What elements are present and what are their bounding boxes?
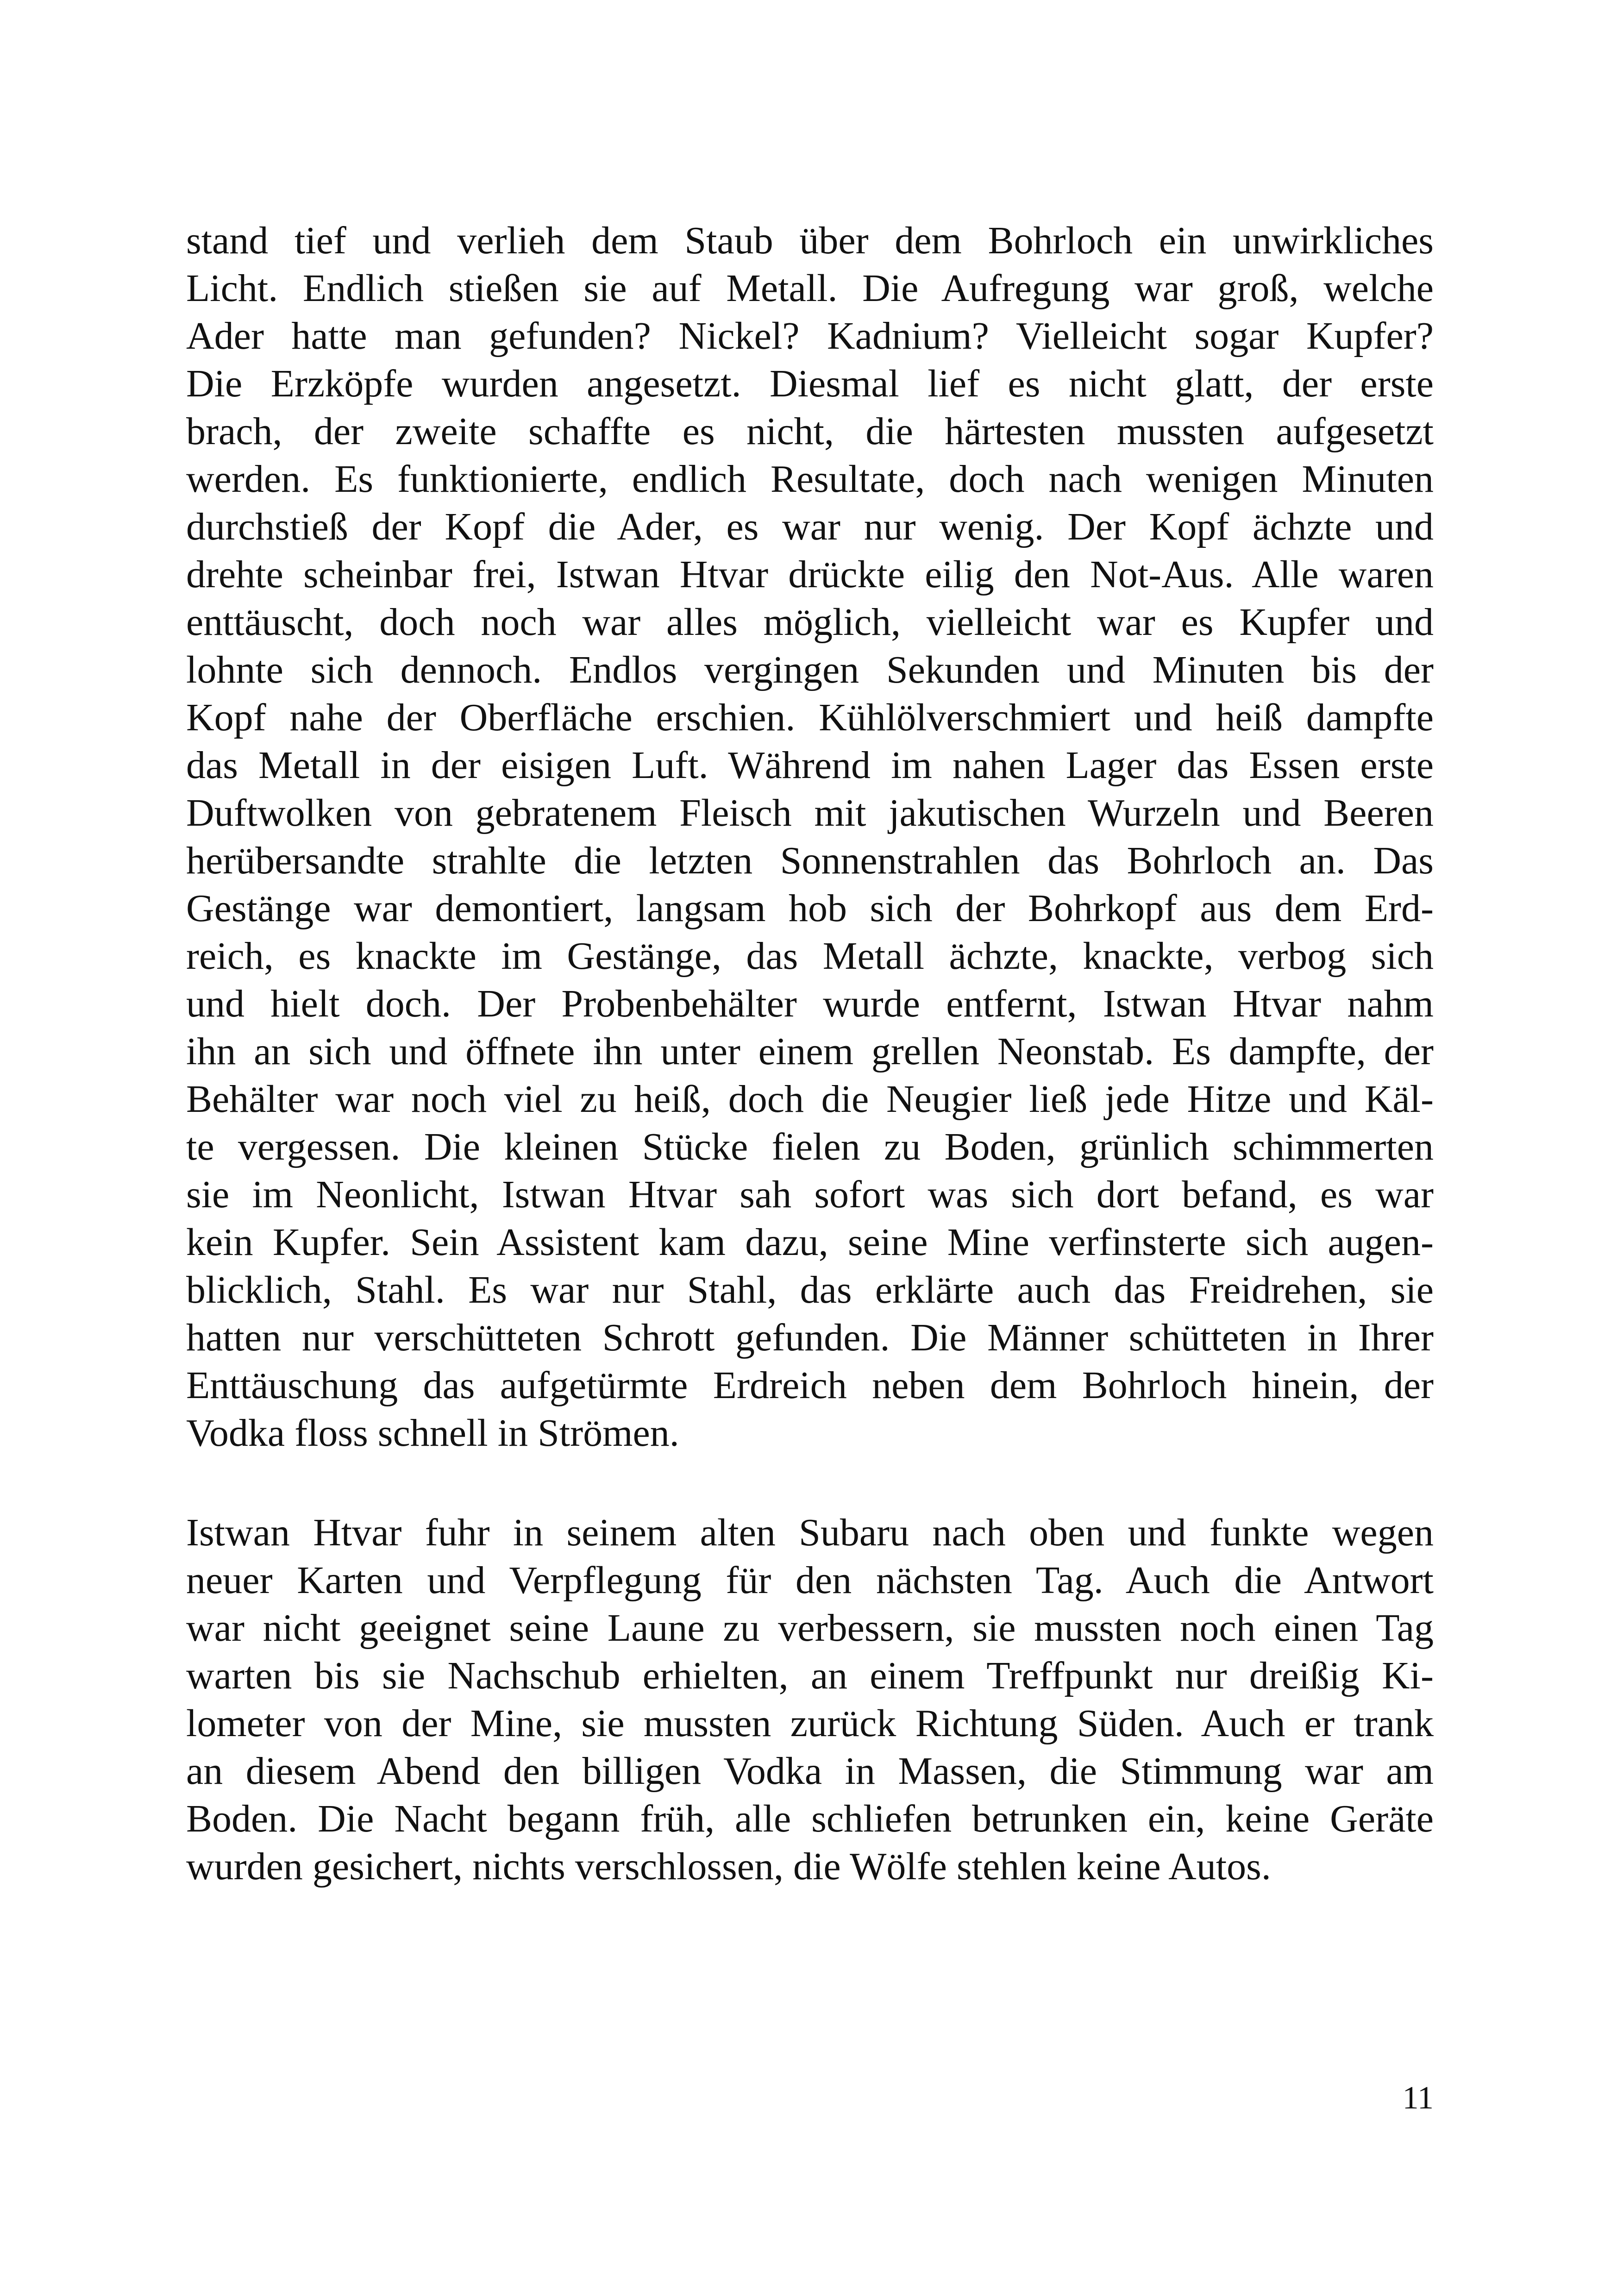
text-line: Vodka floss schnell in Strömen. — [186, 1411, 679, 1455]
text-line: das Metall in der eisigen Luft. Während im nahen Lager das Essen erste — [186, 744, 1434, 787]
text-line: Istwan Htvar fuhr in seinem alten Subaru nach oben und funkte wegen — [186, 1511, 1434, 1554]
text-line: und hielt doch. Der Probenbehälter wurde entfernt, Istwan Htvar nahm — [186, 982, 1434, 1025]
text-line: Kopf nahe der Oberfläche erschien. Kühlölverschmiert und heiß dampfte — [186, 696, 1434, 739]
text-line: kein Kupfer. Sein Assistent kam dazu, seine Mine verfinsterte sich augen- — [186, 1221, 1434, 1264]
text-line: hatten nur verschütteten Schrott gefunden. Die Männer schütteten in Ihrer — [186, 1316, 1434, 1359]
text-line: herübersandte strahlte die letzten Sonnenstrahlen das Bohrloch an. Das — [186, 839, 1434, 882]
text-line: werden. Es funktionierte, endlich Resultate, doch nach wenigen Minuten — [186, 458, 1434, 501]
text-line: warten bis sie Nachschub erhielten, an einem Treffpunkt nur dreißig Ki- — [186, 1654, 1434, 1697]
paragraph-2 — [186, 1509, 1434, 1890]
paragraph-1 — [186, 217, 1434, 1457]
text-line: Duftwolken von gebratenem Fleisch mit jakutischen Wurzeln und Beeren — [186, 791, 1434, 834]
text-line: wurden gesichert, nichts verschlossen, die Wölfe stehlen keine Autos. — [186, 1845, 1271, 1888]
text-line: Behälter war noch viel zu heiß, doch die Neugier ließ jede Hitze und Käl- — [186, 1078, 1434, 1121]
text-line: stand tief und verlieh dem Staub über dem Bohrloch ein unwirkliches — [186, 219, 1434, 262]
text-line: Boden. Die Nacht begann früh, alle schliefen betrunken ein, keine Geräte — [186, 1797, 1434, 1840]
text-line: lometer von der Mine, sie mussten zurück Richtung Süden. Auch er trank — [186, 1702, 1434, 1745]
text-line: brach, der zweite schaffte es nicht, die härtesten mussten aufgesetzt — [186, 410, 1434, 453]
text-line: ihn an sich und öffnete ihn unter einem grellen Neonstab. Es dampfte, der — [186, 1030, 1434, 1073]
text-line: sie im Neonlicht, Istwan Htvar sah sofort was sich dort befand, es war — [186, 1173, 1434, 1216]
text-line: Enttäuschung das aufgetürmte Erdreich neben dem Bohrloch hinein, der — [186, 1364, 1434, 1407]
text-line: reich, es knackte im Gestänge, das Metall ächzte, knackte, verbog sich — [186, 935, 1434, 978]
text-line: durchstieß der Kopf die Ader, es war nur wenig. Der Kopf ächzte und — [186, 505, 1434, 548]
text-line: Gestänge war demontiert, langsam hob sich der Bohrkopf aus dem Erd- — [186, 887, 1434, 930]
text-line: an diesem Abend den billigen Vodka in Massen, die Stimmung war am — [186, 1750, 1434, 1793]
text-line: lohnte sich dennoch. Endlos vergingen Sekunden und Minuten bis der — [186, 648, 1434, 691]
text-line: blicklich, Stahl. Es war nur Stahl, das erklärte auch das Freidrehen, sie — [186, 1268, 1434, 1311]
text-line: Ader hatte man gefunden? Nickel? Kadnium? Vielleicht sogar Kupfer? — [186, 314, 1434, 358]
text-line: neuer Karten und Verpflegung für den nächsten Tag. Auch die Antwort — [186, 1559, 1434, 1602]
text-line: drehte scheinbar frei, Istwan Htvar drückte eilig den Not-Aus. Alle waren — [186, 553, 1434, 596]
page-number: 11 — [1402, 2080, 1434, 2116]
text-line: te vergessen. Die kleinen Stücke fielen zu Boden, grünlich schimmerten — [186, 1125, 1434, 1168]
text-line: enttäuscht, doch noch war alles möglich, vielleicht war es Kupfer und — [186, 601, 1434, 644]
text-line: war nicht geeignet seine Laune zu verbessern, sie mussten noch einen Tag — [186, 1606, 1434, 1650]
text-line: Licht. Endlich stießen sie auf Metall. Die Aufregung war groß, welche — [186, 267, 1434, 310]
text-line: Die Erzköpfe wurden angesetzt. Diesmal lief es nicht glatt, der erste — [186, 362, 1434, 405]
